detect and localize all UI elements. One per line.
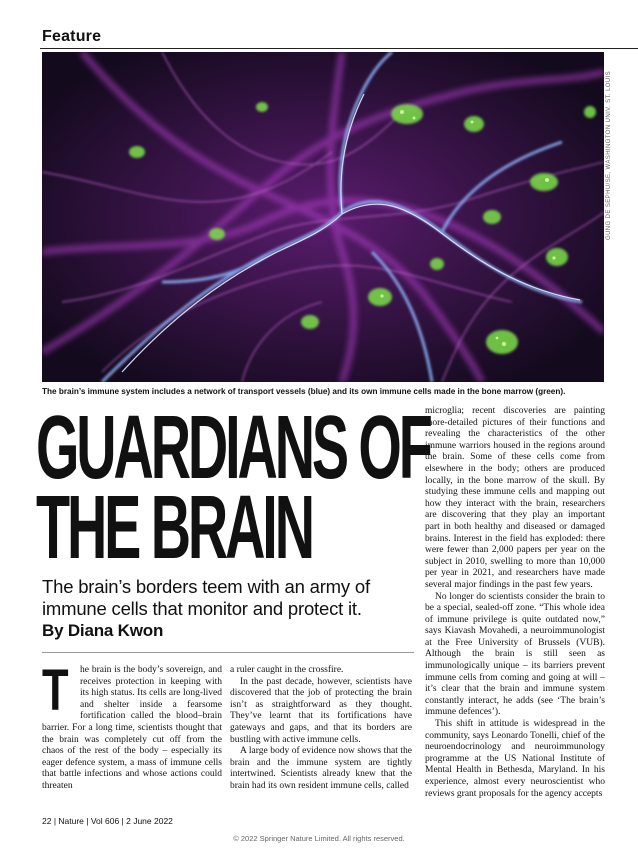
headline-line-2: THE BRAIN (36, 478, 312, 578)
paragraph-3-continued: microglia; recent discoveries are painting more-detailed pictures of their functions and revealing the characteristics of the other immune warriors housed in the regions around the brain. Some of these cells come from elsewhere in the body; others are produced locally, in the bone marrow of the skull. By studying these immune cells and mapping out how they interact with the brain, researchers are discovering that they play an important part in both healthy and diseased or damaged brains. Interest in the field has exploded: there were fewer than 2,000 papers per year on the subject in 2010, swelling to more than 10,000 per year in 2021, and researchers have made several major findings in the past few years. (425, 406, 605, 590)
byline: By Diana Kwon (42, 621, 164, 640)
body-column-1 (42, 658, 222, 793)
standfirst: The brain’s borders teem with an army of immune cells that monitor and protect it. (42, 576, 370, 619)
paragraph-5: This shift in attitude is widespread in the community, says Leonardo Tonelli, chief of the neuroendocrinology and neuroimmunology programme at the US National Institute of Mental Health in Bethesda, Maryland. In his experience, almost every neuroscientist who reviews grant proposals for the agency accepts (425, 719, 605, 799)
copyright-notice: © 2022 Springer Nature Limited. All rights reserved. (233, 834, 405, 843)
headline-line-1: GUARDIANS OF (36, 398, 430, 498)
photo-caption: The brain’s immune system includes a network of transport vessels (blue) and its own immune cells made in the bone marrow (green). (42, 387, 566, 396)
drop-cap: T (42, 658, 69, 723)
headline (36, 398, 430, 578)
section-label: Feature (42, 28, 102, 45)
paragraph-1 (42, 658, 222, 793)
brain-immune-micrograph (42, 52, 604, 382)
paragraph-4: No longer do scientists consider the brain to be a special, sealed-off zone. “This whole idea of immune privilege is quite outdated now,” says Kiavash Movahedi, a neuroimmunologist at the Free University of Brussels (VUB). Although the brain is still seen as immunologically unique – its barriers prevent immune cells from coming and going at will – it’s clear that the brain and immune system constantly interact, he adds (see ‘The brain’s immune defences’). (425, 591, 605, 718)
page-folio: 22 | Nature | Vol 606 | 2 June 2022 (42, 816, 173, 826)
paragraph-3: A large body of evidence now shows that the brain and the immune system are tightly intertwined. Scientists already knew that the brain had its own resident immune cells, called (230, 746, 412, 791)
feature-photo (42, 52, 604, 382)
header-rule (40, 48, 638, 49)
paragraph-1-continued: a ruler caught in the crossfire. (230, 665, 344, 675)
divider (42, 652, 414, 653)
body-column-3 (425, 406, 605, 800)
paragraph-1-text: he brain is the body’s sovereign, and receives protection in keeping with its high status. Its cells are long-lived and shelter inside a fearsome fortification called the blood–brain barrier. For a long time, scientists thought that the brain was completely cut off from the chaos of the rest of the body – especially its eager defence system, a mass of immune cells that battle infections and whose actions could threaten (42, 665, 222, 791)
photo-credit: GUNG DE SEPHU/SE, WASHINGTON UNIV. ST. LOUIS (606, 70, 612, 240)
body-column-2 (230, 665, 412, 793)
paragraph-2: In the past decade, however, scientists have discovered that the job of protecting the brain isn’t as straightforward as they thought. They’ve learnt that its fortifications have gateways and gaps, and that its borders are bustling with active immune cells. (230, 676, 412, 745)
